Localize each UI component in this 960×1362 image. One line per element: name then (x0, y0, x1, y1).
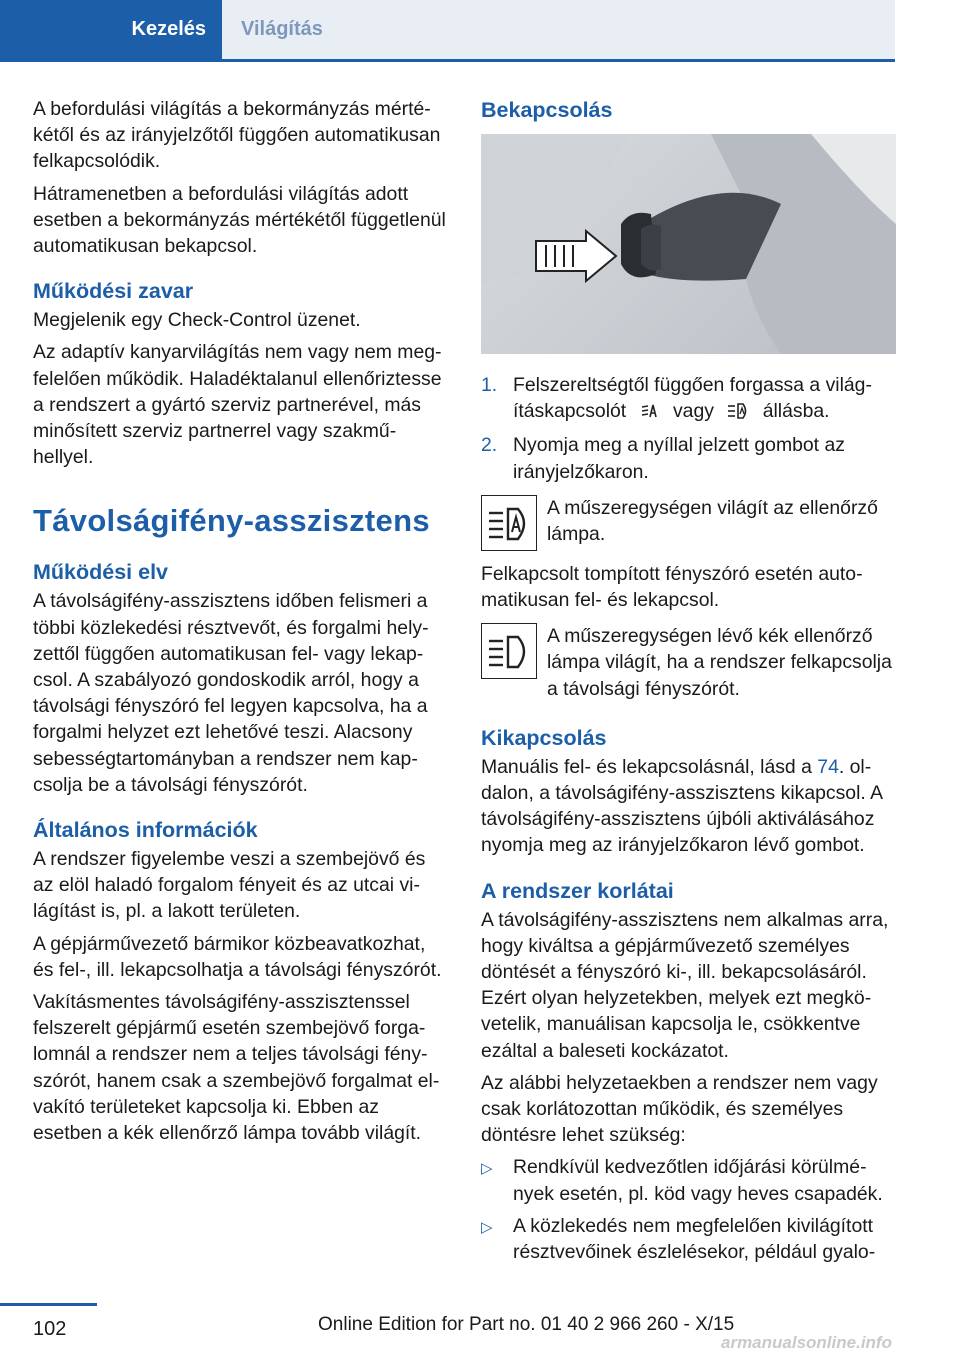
text-span: . oldalon, a távolságifény-asszisztens kikapcsol. A távolságifény-asszisztens újbóli aktiválásához nyomja meg az irányjelzőkaron lévő gombot. (481, 755, 882, 857)
step-text-b: vagy (672, 400, 714, 423)
step-text-a: Felszereltségtől függően forgassa a világításkapcsolót (513, 374, 872, 423)
tab-inactive-label: Világítás (241, 18, 323, 40)
notice-text: A műszeregységen lévő kék ellenőrző lámpa világít, ha a rendszer felkapcsolja a távolsági fényszórót. (547, 625, 892, 700)
heading-general: Általános információk (33, 818, 258, 843)
paragraph-off (481, 754, 897, 859)
list-item (481, 432, 897, 484)
step-text (513, 372, 897, 428)
section-title: Távolságifény-asszisztens (33, 503, 430, 539)
header-rule (0, 59, 895, 62)
list-item (481, 1154, 897, 1206)
header-tabbar (0, 0, 895, 62)
notice-high-beam-assistant (481, 495, 897, 551)
triangle-right-icon: ▷ (481, 1218, 493, 1236)
triangle-right-icon: ▷ (481, 1160, 493, 1178)
paragraph: Felkapcsolt tompított fényszóró esetén automatikusan fel- és lekapcsol. (481, 562, 863, 612)
heading-off: Kikapcsolás (481, 725, 607, 750)
heading-on: Bekapcsolás (481, 98, 613, 122)
paragraph: Megjelenik egy Check-Control üzenet. (33, 309, 361, 332)
lever-illustration (481, 134, 896, 354)
notice-high-beam (481, 623, 897, 702)
tab-active-label: Kezelés (131, 18, 206, 40)
notice-text: A műszeregységen világít az ellenőrző lámpa. (547, 496, 878, 546)
high-beam-assistant-icon (481, 495, 537, 551)
tab-vilagitas[interactable] (222, 0, 895, 59)
step-number: 2. (481, 434, 498, 457)
right-column (481, 96, 897, 1271)
page-link[interactable]: 74 (817, 755, 839, 778)
bullet-text: Rendkívül kedvezőtlen időjárási körülmények esetén, pl. köd vagy heves csapadék. (513, 1156, 883, 1205)
tab-kezeles[interactable] (0, 0, 222, 59)
step-text: Nyomja meg a nyíllal jelzett gombot az irányjelzőkaron. (513, 434, 845, 483)
heading-principle: Működési elv (33, 560, 169, 585)
watermark: armanualsonline.info (721, 1333, 892, 1352)
paragraph: Vakításmentes távolságifény-asszisztenssel felszerelt gépjármű esetén szembejövő forgalomnál a rendszer nem a teljes távolsági fényszórót, hanem csak a szembejövő forgalmat elvakító területeket kapcsolja ki. Ebben az esetben a kék ellenőrző lámpa tovább világít. (33, 991, 440, 1145)
paragraph: A rendszer figyelembe veszi a szembejövő és az elöl haladó forgalom fényeit és az utcai világítást is, pl. a lakott területen. (33, 848, 426, 923)
paragraph: A befordulási világítás a bekormányzás mértékétől és az irányjelzőtől függően automatikusan felkapcsolódik. (33, 98, 441, 173)
list-item (481, 1213, 897, 1265)
paragraph: A távolságifény-asszisztens nem alkalmas arra, hogy kiváltsa a gépjárművezető személyes döntését a fényszóró ki-, ill. bekapcsolásáról. Ezért olyan helyzetekben, melyek ezt megkövetelik, manuálisan kapcsolja le, csökkentve ezáltal a baleseti kockázatot. (481, 908, 889, 1062)
edition-text: Online Edition for Part no. 01 40 2 966 260 - X/15 (318, 1314, 735, 1335)
footer-rule (0, 1303, 97, 1306)
paragraph: Az alábbi helyzetaekben a rendszer nem vagy csak korlátozottan működik, és személyes döntésre lehet szükség: (481, 1071, 878, 1147)
high-beam-icon (481, 623, 537, 679)
text-span: Manuális fel- és lekapcsolásnál, lásd a (481, 755, 818, 778)
heading-fault: Működési zavar (33, 279, 194, 304)
high-beam-assistant-icon (727, 401, 749, 428)
paragraph: A gépjárművezető bármikor közbeavatkozhat, és fel-, ill. lekapcsolhatja a távolsági fényszórót. (33, 932, 442, 981)
step-number: 1. (481, 374, 498, 396)
paragraph: A távolságifény-asszisztens időben felismeri a többi közlekedési résztvevőt, és forgalmi helyzettől függően automatikusan fel- vagy lekapcsol. A szabályozó gondoskodik arról, hogy a távolsági fényszóró fel legyen kapcsolva, ha a forgalmi helyzet ezt lehetővé teszi. Alacsony sebességtartományban a rendszer nem kapcsolja be a távolsági fényszórót. (33, 590, 429, 796)
limits-list (481, 1154, 897, 1265)
heading-limits: A rendszer korlátai (481, 878, 674, 903)
turn-signal-lever-photo (481, 134, 896, 354)
bullet-text: A közlekedés nem megfelelően kivilágított résztvevőinek észlelésekor, például gyalo- (513, 1214, 876, 1264)
steps-list (481, 372, 897, 485)
page-number: 102 (33, 1318, 67, 1340)
step-text-c: állásba. (762, 400, 830, 423)
paragraph: Az adaptív kanyarvilágítás nem vagy nem megfelelően működik. Haladéktalanul ellenőriztesse a rendszert a gyártó szerviz partnerével, más minősített szerviz partnerrel vagy szakműhellyel. (33, 341, 442, 469)
list-item (481, 372, 897, 428)
auto-headlight-icon (640, 401, 660, 428)
left-column (33, 96, 448, 1152)
paragraph: Hátramenetben a befordulási világítás adott esetben a bekormányzás mértékétől függetlenül automatikusan bekapcsol. (33, 182, 446, 258)
